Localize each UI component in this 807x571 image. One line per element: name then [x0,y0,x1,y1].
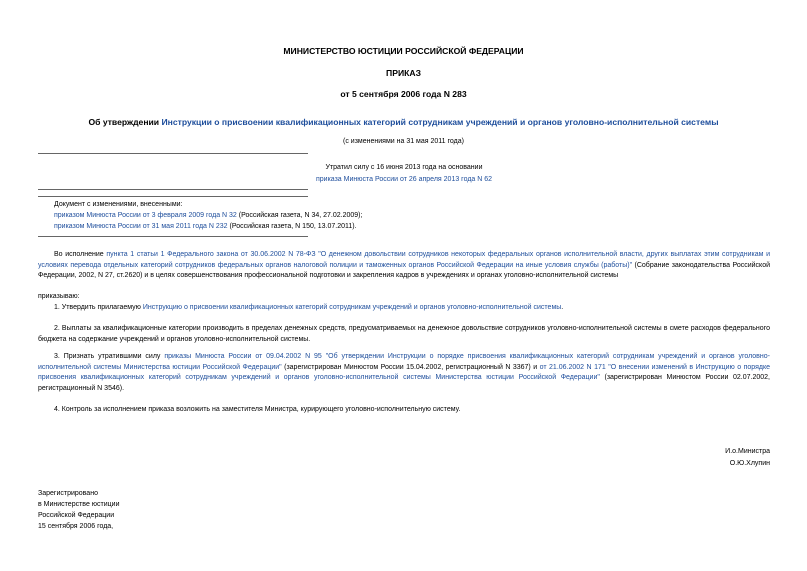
doc-title-prefix: Об утверждении [88,117,162,127]
changes-item-text: (Российская газета, N 150, 13.07.2011). [227,223,357,230]
doc-title-link[interactable]: Инструкции о присвоении квалификационных категорий сотрудникам учреждений и органов уголовно-исполнительной системы [161,117,719,127]
changes-divider-top [38,196,308,197]
changes-divider-bottom [38,236,308,237]
changes-item-link[interactable]: приказом Минюста России от 3 февраля 2009 года N 32 [54,212,237,219]
item-text: . [561,304,564,311]
repealed-order-95-link[interactable]: приказы Минюста России от 09.04.2002 N 95 "Об утверждении Инструкции о порядке присвоения квалификационных категорий сотрудникам учреждений и органов уголовно-исполнительной системы Министерства юстиции Российской Федерации" [38,353,770,371]
signature-role: И.о.Министра [725,448,770,455]
ministry-title: МИНИСТЕРСТВО ЮСТИЦИИ РОССИЙСКОЙ ФЕДЕРАЦИИ [283,46,524,56]
signature-name: О.Ю.Хлупин [729,460,770,467]
order-item-4: 4. Контроль за исполнением приказа возложить на заместителя Министра, курирующего уголовно-исполнительную систему. [54,406,461,413]
registration-line: Российской Федерации [38,512,115,519]
status-repeal-link[interactable]: приказа Минюста России от 26 апреля 2013 года N 62 [315,176,493,183]
item-text: 3. Признать утратившими силу [54,353,165,360]
order-word: приказываю: [38,293,80,300]
changes-item [54,222,754,233]
preamble [38,250,770,282]
order-item-1 [38,303,770,314]
status-divider-bottom [38,189,308,190]
status-line: Утратил силу с 16 июня 2013 года на основании [325,164,483,171]
doc-title [0,117,807,127]
instruction-link[interactable]: Инструкцию о присвоении квалификационных категорий сотрудникам учреждений и органов уголовно-исполнительной системы [142,304,562,311]
federal-law-link[interactable]: пункта 1 статьи 1 Федерального закона от 30.06.2002 N 78-ФЗ "О денежном довольствии сотрудников некоторых федеральных органов исполнительной власти, других выплатах этим сотрудникам и условиях перевода отдельных категорий сотрудников федеральных органов налоговой полиции и таможенных органов Российской Федерации на иные условия службы (работы)" [38,251,770,269]
item-text: 1. Утвердить прилагаемую [54,304,143,311]
order-item-2: 2. Выплаты за квалификационные категории производить в пределах денежных средств, предусматриваемых на денежное довольствие сотрудников уголовно-исполнительной системы в смете расходов федерального бюджета на содержание учреждений и органов уголовно-исполнительной системы. [38,325,770,343]
doc-type: ПРИКАЗ [386,68,421,78]
preamble-text: Во исполнение [54,251,107,258]
preamble-text: (Собрание законодательства Российской Федерации, 2002, N 27, ст.2620) и в целях совершенствования профессиональной подготовки и закрепления кадров в учреждениях и органах уголовно-исполнительной системы [38,261,770,279]
item-text: (зарегистрирован Минюстом России 02.07.2002, регистрационный N 3546). [38,374,770,392]
item-text: (зарегистрирован Минюстом России 15.04.2002, регистрационный N 3367) и [281,363,540,371]
edition-note: (с изменениями на 31 мая 2011 года) [343,138,464,145]
order-item-3 [38,352,770,394]
doc-date-number: от 5 сентября 2006 года N 283 [340,89,467,99]
status-divider-top [38,153,308,154]
changes-intro: Документ с изменениями, внесенными: [54,201,183,208]
registration-line: Зарегистрировано [38,490,98,497]
changes-item-link[interactable]: приказом Минюста России от 31 мая 2011 года N 232 [54,223,228,230]
registration-line: в Министерстве юстиции [38,501,120,508]
repealed-order-171-link[interactable]: от 21.06.2002 N 171 "О внесении изменений в Инструкцию о порядке присвоения квалификационных категорий сотрудникам учреждений и органов уголовно-исполнительной системы Министерства юстиции Российской Федерации" [38,363,770,381]
changes-item-text: (Российская газета, N 34, 27.02.2009); [236,212,363,219]
changes-item [54,211,754,222]
registration-line: 15 сентября 2006 года, [38,523,114,530]
